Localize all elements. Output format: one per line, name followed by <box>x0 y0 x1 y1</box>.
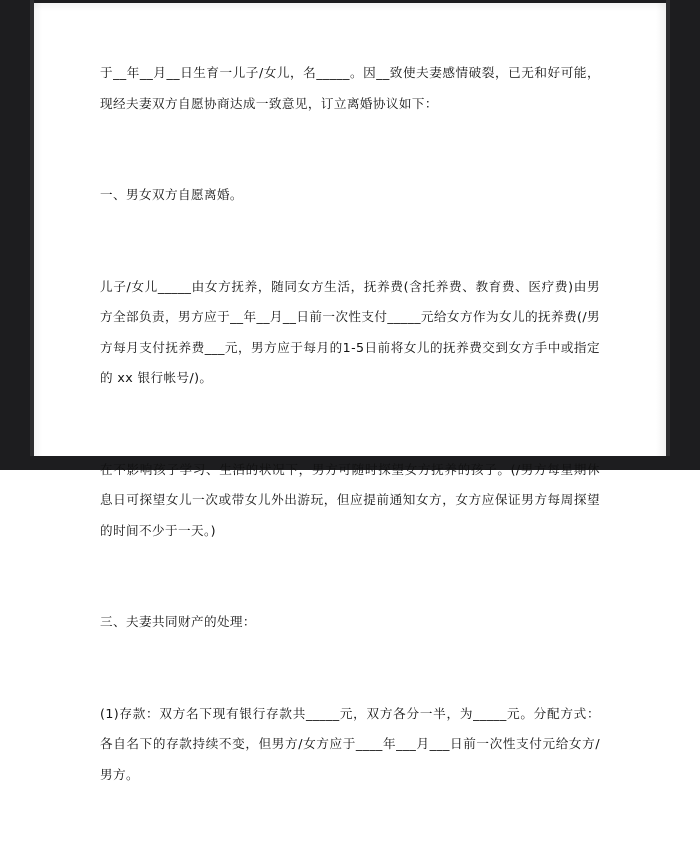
paragraph-5: 三、夫妻共同财产的处理： <box>100 614 256 629</box>
document-page <box>34 3 666 782</box>
paragraph-3: 儿子/女儿_____由女方抚养，随同女方生活，抚养费(含托养费、教育费、医疗费)由男方全部负责，男方应于__年__月__日前一次性支付_____元给女方作为女儿的抚养费(/男方每月支付抚养费___元，男方应于每月的1-5日前将女儿的抚养费交到女方手中或指定的 xx 银行帐号/)。 <box>100 278 600 385</box>
document-body-text <box>100 0 600 851</box>
frame-right-inner-edge <box>666 0 670 470</box>
frame-left-edge <box>0 0 34 470</box>
page-left-shadow <box>34 3 42 456</box>
paragraph-4: 在不影响孩子学习、生活的状况下，男方可随时探望女方抚养的孩子。(/男方每星期休息日可探望女儿一次或带女儿外出游玩，但应提前通知女方，女方应保证男方每周探望的时间不少于一天。) <box>100 461 600 538</box>
paragraph-1: 于__年__月__日生育一儿子/女儿，名_____。因__致使夫妻感情破裂，已无和好可能，现经夫妻双方自愿协商达成一致意见，订立离婚协议如下： <box>100 65 600 111</box>
page-right-shadow <box>656 3 666 456</box>
paragraph-6: (1)存款：双方名下现有银行存款共_____元，双方各分一半，为_____元。分配方式：各自名下的存款持续不变，但男方/女方应于____年___月___日前一次性支付元给女方/男方。 <box>100 705 600 782</box>
paragraph-2: 一、男女双方自愿离婚。 <box>100 187 243 202</box>
frame-right-edge <box>666 0 700 470</box>
